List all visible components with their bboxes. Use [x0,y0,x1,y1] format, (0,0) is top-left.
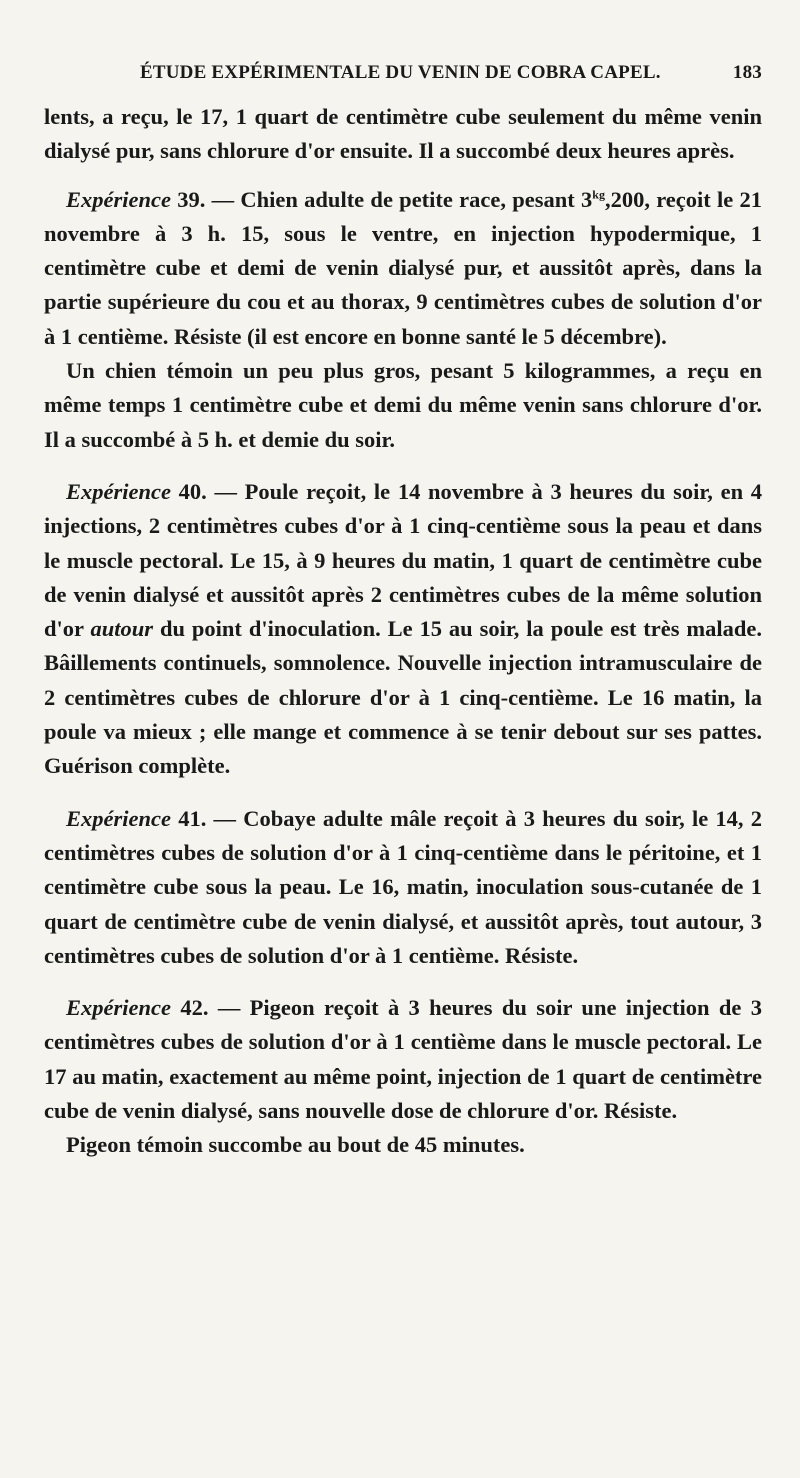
experience-text-cont: ,200, reçoit le 21 novembre à 3 h. 15, sous le ventre, en injection hypodermique, 1 centimètre cube et demi de venin dialysé pur, et aussitôt après, dans la partie supérieure du cou et au thorax, 9 centimètres cubes de solution d'or à 1 centième. Résiste (il est encore en bonne santé le 5 décembre). [44,186,763,349]
experience-label: Expérience [66,995,171,1021]
experience-number: 41. [178,805,207,831]
experience-text-cont: du point d'inoculation. Le 15 au soir, la poule est très malade. Bâillements continuels, somnolence. Nouvelle injection intramusculaire de 2 centimètres cubes de chlorure d'or à 1 cinq-centième. Le 16 matin, la poule va mieux ; elle mange et commence à se tenir debout sur ses pattes. Guérison complète. [44,616,762,779]
page-number: 183 [732,62,762,83]
experience-number: 39. [177,186,206,212]
paragraph-experience-41 [44,802,762,973]
experience-text: — Poule reçoit, le 14 novembre à 3 heures du soir, en 4 injections, 2 centimètres cubes d'or à 1 cinq-centième sous la peau et dans le muscle pectoral. Le 15, à 9 heures du matin, 1 quart de centimètre cube de venin dialysé et aussitôt après 2 centimètres cubes de la même solution d'or [44,478,763,642]
experience-text: — Cobaye adulte mâle reçoit à 3 heures du soir, le 14, 2 centimètres cubes de solution d'or à 1 cinq-centième dans le péritoine, et 1 centimètre cube sous la peau. Le 16, matin, inoculation sous-cutanée de 1 quart de centimètre cube de venin dialysé, et aussitôt après, tout autour, 3 centimètres cubes de solution d'or à 1 centième. Résiste. [44,805,762,968]
page-body [44,100,762,1163]
experience-label: Expérience [66,478,171,504]
paragraph-continuation: lents, a reçu, le 17, 1 quart de centimètre cube seulement du même venin dialysé pur, sans chlorure d'or ensuite. Il a succombé deux heures après. [44,104,762,164]
paragraph-control-dog: Un chien témoin un peu plus gros, pesant 5 kilogrammes, a reçu en même temps 1 centimètre cube et demi du même venin sans chlorure d'or. Il a succombé à 5 h. et demie du soir. [44,358,762,452]
paragraph-experience-40 [44,475,762,784]
experience-label: Expérience [66,805,171,831]
experience-label: Expérience [66,186,171,212]
experience-text: — Pigeon reçoit à 3 heures du soir une injection de 3 centimètres cubes de solution d'or à 1 centième dans le muscle pectoral. Le 17 au matin, exactement au même point, injection de 1 quart de centimètre cube de venin dialysé, sans nouvelle dose de chlorure d'or. Résiste. [44,995,762,1124]
paragraph-experience-42 [44,991,762,1128]
running-title: ÉTUDE EXPÉRIMENTALE DU VENIN DE COBRA CAPEL. [140,62,661,83]
italic-emphasis: autour [90,616,154,642]
paragraph-control-pigeon: Pigeon témoin succombe au bout de 45 minutes. [66,1132,525,1158]
experience-text: — Chien adulte de petite race, pesant 3 [211,186,593,212]
unit-superscript: kg [592,187,605,202]
experience-number: 40. [178,478,207,504]
experience-number: 42. [180,995,209,1021]
paragraph-experience-39 [44,183,762,354]
